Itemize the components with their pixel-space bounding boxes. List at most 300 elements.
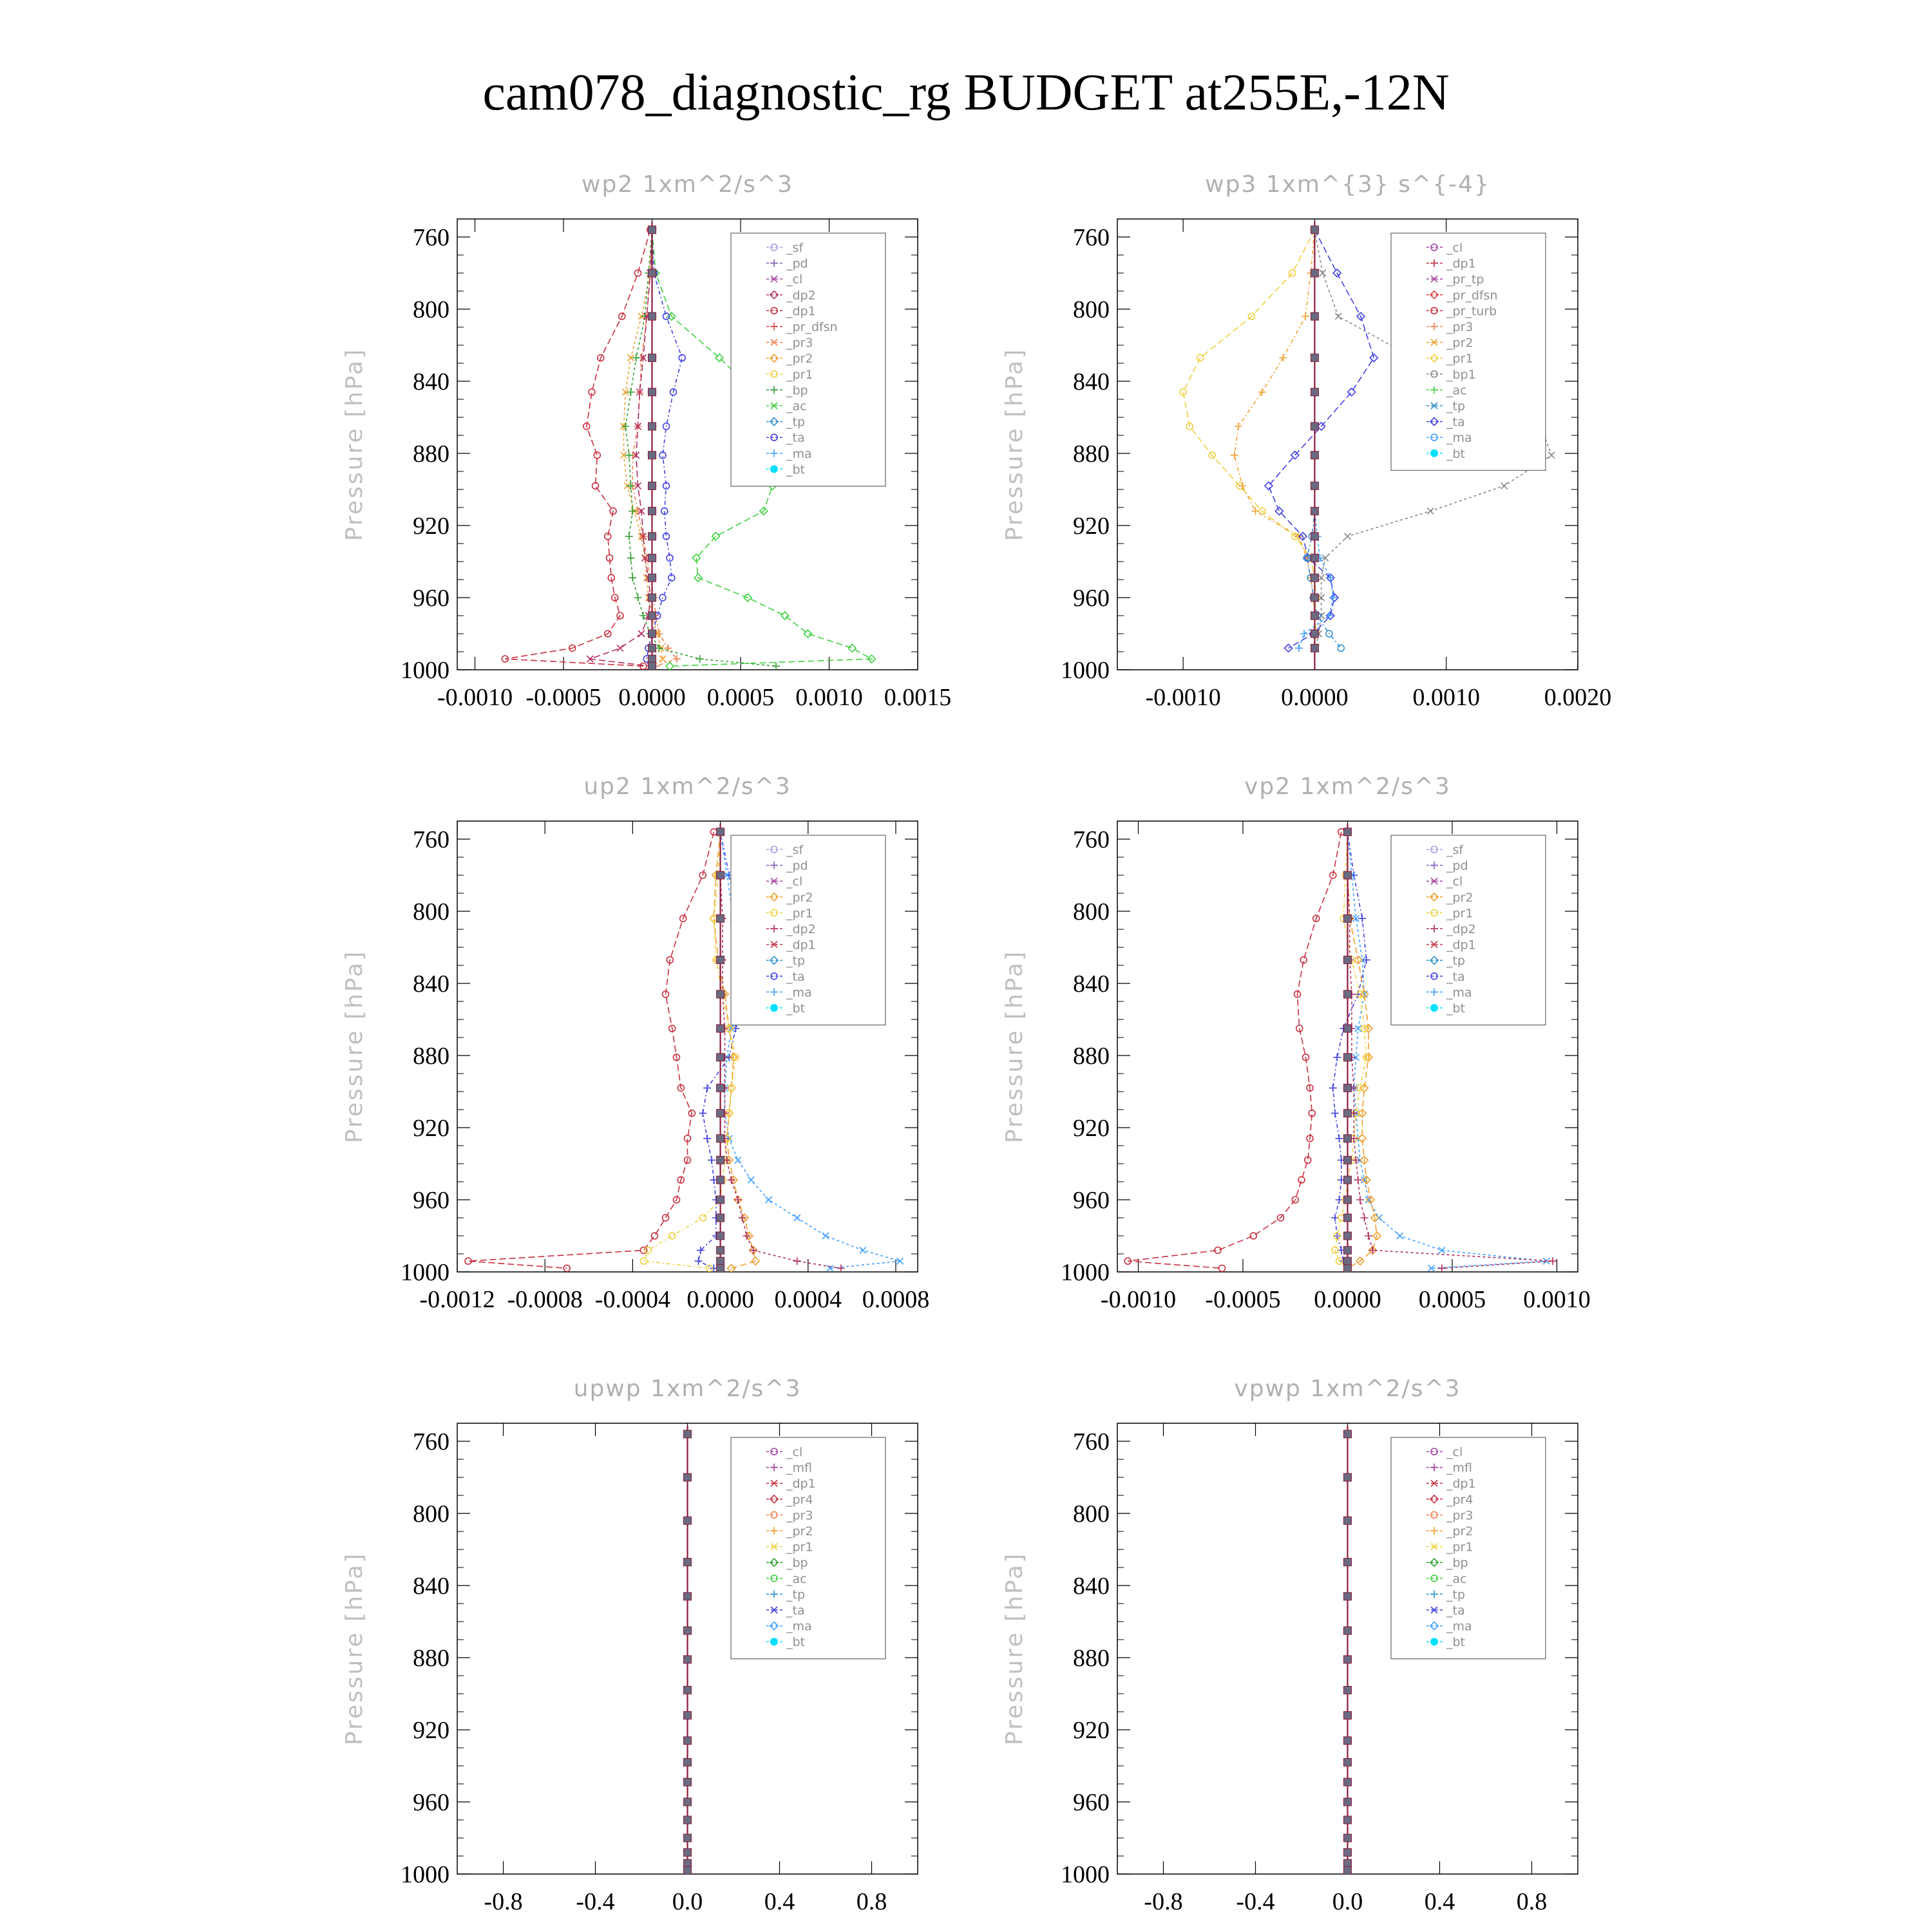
zero-marker	[1344, 956, 1352, 964]
zero-marker	[717, 990, 724, 998]
y-tick-label: 800	[413, 898, 450, 925]
x-tick-label: -0.4	[576, 1888, 615, 1915]
y-tick-label: 800	[1073, 296, 1110, 323]
legend-entry: _dp1	[1446, 938, 1476, 952]
legend-entry: _bt	[786, 1001, 806, 1016]
zero-marker	[1344, 914, 1352, 922]
series-point-_dp2	[1361, 1214, 1368, 1222]
zero-marker	[1344, 1517, 1352, 1524]
y-tick-label: 920	[413, 1717, 450, 1744]
zero-marker	[1344, 1246, 1352, 1254]
series-point-_ma	[765, 1197, 772, 1203]
y-axis-label: Pressure [hPa]	[1001, 347, 1028, 542]
zero-marker	[684, 1656, 692, 1663]
zero-marker	[1344, 1593, 1352, 1600]
zero-marker	[717, 956, 724, 964]
zero-marker	[1344, 1196, 1352, 1204]
legend-marker	[770, 465, 778, 473]
zero-marker	[684, 1593, 692, 1600]
zero-marker	[1311, 388, 1318, 396]
series-point-_ta	[1331, 1110, 1339, 1117]
legend-entry: _mfl	[1446, 1461, 1472, 1475]
zero-marker	[717, 1214, 724, 1222]
series-point-_ta	[663, 313, 670, 319]
x-tick-label: -0.0004	[594, 1286, 670, 1313]
zero-marker	[1344, 1656, 1352, 1663]
legend-entry: _cl	[1446, 1445, 1463, 1459]
x-tick-label: 0.0020	[1544, 684, 1612, 711]
legend-marker	[770, 1638, 778, 1645]
legend-entry: _mfl	[786, 1461, 812, 1475]
zero-marker	[717, 1196, 724, 1204]
zero-marker	[1311, 269, 1318, 277]
zero-marker	[649, 612, 656, 620]
zero-marker	[1311, 533, 1318, 540]
panel-title: vpwp 1xm^2/s^3	[1234, 1376, 1461, 1402]
legend-marker	[770, 1004, 778, 1012]
series-point-_ta	[1363, 956, 1370, 964]
series-point-_ma	[794, 1215, 800, 1221]
legend-entry: _pr2	[1446, 336, 1473, 350]
panel-2	[1001, 171, 1611, 711]
legend-entry: _cl	[786, 1445, 803, 1459]
legend-entry: _dp1	[786, 938, 816, 952]
y-tick-label: 1000	[401, 1259, 450, 1286]
x-tick-label: 0.0	[1332, 1888, 1363, 1915]
y-tick-label: 960	[413, 585, 450, 612]
legend-entry: _ma	[1446, 985, 1472, 1000]
series-line-_pr2	[1235, 230, 1315, 649]
y-tick-label: 960	[1073, 585, 1110, 612]
zero-marker	[684, 1798, 692, 1806]
legend-entry: _ac	[786, 1571, 807, 1586]
zero-marker	[1311, 554, 1318, 562]
y-tick-label: 960	[413, 1789, 450, 1816]
legend-entry: _pr1	[1446, 1540, 1473, 1555]
legend-entry: _dp1	[1446, 1477, 1476, 1492]
y-tick-label: 840	[1073, 971, 1110, 998]
panel-title: wp2 1xm^2/s^3	[582, 171, 793, 198]
series-point-_pr2	[1279, 354, 1287, 362]
zero-marker	[684, 1778, 692, 1786]
series-point-_ta	[708, 1156, 715, 1164]
zero-marker	[717, 1084, 724, 1092]
legend-entry: _ac	[1446, 383, 1467, 398]
main-title: cam078_diagnostic_rg BUDGET at255E,-12N	[482, 64, 1450, 121]
series-point-_ma	[822, 1233, 829, 1239]
series-point-_ta	[695, 1257, 703, 1265]
zero-marker	[717, 1110, 724, 1117]
legend-entry: _pr2	[786, 1524, 813, 1539]
legend-entry: _bp	[786, 383, 808, 398]
y-axis-label: Pressure [hPa]	[341, 949, 368, 1144]
zero-marker	[1311, 354, 1318, 362]
series-point-_dp2	[1438, 1264, 1446, 1272]
zero-marker	[649, 655, 656, 663]
y-tick-label: 880	[413, 1645, 450, 1672]
series-point-_ma	[1300, 630, 1308, 638]
y-tick-label: 800	[413, 1501, 450, 1528]
y-tick-label: 840	[1073, 1573, 1110, 1600]
x-tick-label: -0.0010	[1145, 684, 1221, 711]
series-point-_ta	[679, 355, 685, 361]
zero-marker	[1344, 1176, 1352, 1184]
x-tick-label: 0.4	[764, 1888, 795, 1915]
legend-marker	[1430, 1638, 1438, 1645]
series-point-_dp1	[1219, 1265, 1226, 1271]
y-tick-label: 1000	[401, 657, 450, 684]
panel-6	[1001, 1376, 1578, 1915]
zero-marker	[684, 1859, 692, 1867]
panel-5	[341, 1376, 918, 1915]
zero-marker	[717, 828, 724, 836]
series-point-_dp2	[837, 1264, 845, 1272]
x-tick-label: -0.8	[484, 1888, 523, 1915]
y-tick-label: 760	[1073, 224, 1110, 251]
legend-entry: _bt	[786, 1635, 806, 1650]
plot-area	[684, 1426, 692, 1874]
zero-marker	[1344, 1156, 1352, 1164]
series-point-_pr2	[728, 1264, 735, 1272]
x-tick-label: -0.4	[1236, 1888, 1275, 1915]
zero-marker	[717, 1054, 724, 1061]
legend-entry: _dp1	[786, 1477, 816, 1492]
y-tick-label: 760	[413, 1428, 450, 1455]
y-tick-label: 920	[1073, 1115, 1110, 1142]
legend-entry: _pd	[786, 256, 808, 271]
x-tick-label: 0.0005	[706, 684, 775, 711]
series-line-_dp1	[505, 230, 650, 667]
zero-marker	[1344, 1758, 1352, 1766]
legend-entry: _bp	[1446, 1556, 1468, 1571]
series-point-_bp1	[1345, 533, 1351, 540]
series-point-_ta	[703, 1135, 711, 1142]
y-tick-label: 880	[1073, 1043, 1110, 1070]
legend-entry: _pr1	[1446, 906, 1473, 921]
legend-entry: _tp	[1446, 1587, 1466, 1602]
zero-marker	[649, 422, 656, 430]
zero-marker	[717, 1257, 724, 1265]
zero-marker	[1311, 451, 1318, 459]
series-line-_pr1	[1183, 230, 1316, 649]
legend-entry: _cl	[786, 875, 803, 889]
y-tick-label: 840	[413, 368, 450, 395]
zero-marker	[684, 1517, 692, 1524]
x-tick-label: 0.0010	[795, 684, 863, 711]
legend-entry: _pr_tp	[1446, 272, 1484, 287]
zero-marker	[717, 1232, 724, 1240]
zero-marker	[1344, 1778, 1352, 1786]
legend-entry: _pd	[786, 858, 808, 873]
zero-marker	[684, 1473, 692, 1481]
x-tick-label: 0.4	[1424, 1888, 1455, 1915]
legend-entry: _pr1	[1446, 352, 1473, 366]
zero-marker	[649, 594, 656, 601]
series-point-_dp2	[793, 1257, 801, 1265]
zero-marker	[1344, 1816, 1352, 1824]
series-point-_pr2	[1231, 451, 1238, 459]
zero-marker	[649, 644, 656, 652]
zero-marker	[684, 1686, 692, 1694]
series-point-_ta	[1329, 1084, 1337, 1092]
zero-marker	[1344, 1737, 1352, 1745]
legend-marker	[1430, 1004, 1438, 1012]
y-tick-label: 960	[413, 1187, 450, 1214]
y-tick-label: 760	[413, 826, 450, 853]
zero-marker	[684, 1627, 692, 1634]
y-tick-label: 1000	[1061, 1861, 1110, 1888]
x-tick-label: -0.0010	[1100, 1286, 1177, 1313]
series-point-_ac	[848, 644, 856, 652]
zero-marker	[649, 630, 656, 638]
zero-marker	[684, 1866, 692, 1874]
series-point-_bp1	[1318, 574, 1325, 581]
legend-entry: _ma	[786, 1619, 812, 1634]
zero-marker	[1311, 574, 1318, 582]
zero-marker	[1344, 990, 1352, 998]
y-tick-label: 760	[413, 224, 450, 251]
legend-entry: _pr1	[786, 906, 813, 921]
zero-marker	[649, 533, 656, 540]
x-tick-label: -0.0010	[437, 684, 513, 711]
legend-entry: _ma	[786, 985, 812, 1000]
legend-entry: _bt	[1446, 1635, 1466, 1650]
y-tick-label: 920	[413, 1115, 450, 1142]
y-tick-label: 880	[413, 1043, 450, 1070]
x-tick-label: 0.0000	[618, 684, 686, 711]
series-point-_ta	[703, 1084, 711, 1092]
x-tick-label: 0.0	[672, 1888, 703, 1915]
x-tick-label: 0.0004	[774, 1286, 842, 1313]
series-point-_dp2	[750, 1246, 757, 1254]
series-point-_dp2	[1356, 1196, 1364, 1204]
y-tick-label: 1000	[1061, 657, 1110, 684]
x-tick-label: 0.0008	[862, 1286, 930, 1313]
series-point-_dp1	[651, 1233, 658, 1239]
y-tick-label: 920	[1073, 1717, 1110, 1744]
legend-entry: _bt	[1446, 446, 1466, 461]
legend-entry: _pr1	[786, 367, 813, 382]
y-tick-label: 800	[1073, 1501, 1110, 1528]
legend-entry: _cl	[1446, 875, 1463, 889]
legend-entry: _pr4	[786, 1492, 813, 1507]
zero-marker	[1344, 1430, 1352, 1438]
series-point-_pr2	[1235, 422, 1242, 430]
series-point-_bp1	[1427, 508, 1434, 515]
x-tick-label: 0.0010	[1523, 1286, 1591, 1313]
zero-marker	[1344, 1627, 1352, 1634]
zero-marker	[1311, 630, 1318, 638]
x-tick-label: 0.8	[856, 1888, 887, 1915]
zero-marker	[1344, 1257, 1352, 1265]
legend-marker	[1430, 450, 1438, 457]
legend-entry: _ta	[1446, 969, 1465, 984]
legend-entry: _pr3	[1446, 320, 1473, 334]
series-point-_dp2	[1365, 1232, 1372, 1240]
zero-marker	[649, 354, 656, 362]
y-tick-label: 920	[1073, 513, 1110, 540]
y-tick-label: 960	[1073, 1789, 1110, 1816]
zero-marker	[717, 1025, 724, 1032]
series-point-_bp	[696, 655, 704, 663]
y-tick-label: 760	[1073, 826, 1110, 853]
y-tick-label: 800	[1073, 898, 1110, 925]
series-line-_dp1	[1128, 832, 1341, 1269]
legend-entry: _bp	[786, 1556, 808, 1571]
zero-marker	[649, 226, 656, 234]
legend-entry: _tp	[1446, 399, 1466, 413]
zero-marker	[1344, 1025, 1352, 1032]
legend-entry: _pr4	[1446, 1492, 1473, 1507]
series-line-_ta	[1269, 230, 1374, 649]
zero-marker	[649, 482, 656, 489]
zero-marker	[1344, 1866, 1352, 1874]
series-point-_ma	[748, 1177, 754, 1183]
y-tick-label: 960	[1073, 1187, 1110, 1214]
panel-4	[1001, 773, 1591, 1313]
zero-marker	[1344, 1232, 1352, 1240]
zero-marker	[717, 1156, 724, 1164]
x-tick-label: 0.0000	[687, 1286, 754, 1313]
zero-marker	[1311, 422, 1318, 430]
zero-marker	[717, 871, 724, 879]
legend-entry: _ac	[786, 399, 807, 413]
legend-entry: _ta	[786, 1604, 805, 1618]
series-point-_pr2	[1302, 312, 1309, 320]
legend-entry: _tp	[786, 954, 806, 969]
series-point-_tp	[1338, 645, 1344, 651]
y-tick-label: 840	[413, 971, 450, 998]
series-point-_ta	[1336, 1135, 1343, 1142]
legend-entry: _sf	[786, 241, 804, 255]
zero-marker	[649, 451, 656, 459]
legend-entry: _pr_dfsn	[1446, 288, 1498, 303]
series-point-_dp2	[1354, 1176, 1362, 1184]
zero-marker	[649, 312, 656, 320]
zero-marker	[649, 554, 656, 562]
series-point-_ta	[659, 594, 666, 601]
zero-marker	[1344, 1264, 1352, 1272]
y-tick-label: 1000	[1061, 1259, 1110, 1286]
zero-marker	[684, 1430, 692, 1438]
zero-marker	[1344, 1473, 1352, 1481]
legend-entry: _pr3	[786, 1508, 813, 1523]
legend-entry: _pr3	[786, 336, 813, 350]
legend-entry: _ta	[786, 431, 805, 446]
series-point-_dp2	[1549, 1257, 1557, 1265]
panel-1	[341, 171, 951, 711]
series-point-_ta	[1333, 1054, 1341, 1061]
legend-entry: _cl	[786, 272, 803, 287]
legend-entry: _pd	[1446, 858, 1468, 873]
y-tick-label: 800	[413, 296, 450, 323]
series-line-_tp	[1307, 230, 1341, 649]
legend-entry: _bp1	[1446, 367, 1476, 382]
x-tick-label: -0.0005	[1205, 1286, 1281, 1313]
zero-marker	[684, 1737, 692, 1745]
legend-entry: _tp	[786, 415, 806, 430]
series-point-_dp1	[1250, 1233, 1256, 1239]
panel-title: up2 1xm^2/s^3	[583, 773, 791, 800]
zero-marker	[1344, 1834, 1352, 1842]
legend-entry: _sf	[786, 843, 804, 857]
legend-entry: _bt	[786, 462, 806, 477]
zero-marker	[1344, 1859, 1352, 1867]
y-axis-label: Pressure [hPa]	[1001, 1551, 1028, 1746]
y-axis-label: Pressure [hPa]	[1001, 949, 1028, 1144]
zero-marker	[717, 914, 724, 922]
zero-marker	[684, 1558, 692, 1566]
legend-entry: _pr_turb	[1446, 304, 1497, 319]
zero-marker	[717, 1135, 724, 1142]
zero-marker	[684, 1816, 692, 1824]
x-tick-label: 0.8	[1516, 1888, 1548, 1915]
series-point-_dp1	[594, 452, 600, 459]
legend-entry: _dp1	[786, 304, 816, 319]
legend-entry: _ma	[1446, 1619, 1472, 1634]
zero-marker	[1311, 612, 1318, 620]
series-point-_ta	[1358, 914, 1366, 922]
x-tick-label: -0.8	[1144, 1888, 1183, 1915]
legend-entry: _pr2	[786, 890, 813, 905]
zero-marker	[1311, 482, 1318, 489]
zero-marker	[717, 1246, 724, 1254]
x-tick-label: -0.0012	[419, 1286, 495, 1313]
zero-marker	[1344, 1214, 1352, 1222]
series-point-_bp	[634, 594, 642, 601]
zero-marker	[1344, 1054, 1352, 1061]
y-axis-label: Pressure [hPa]	[341, 1551, 368, 1746]
zero-marker	[1344, 1084, 1352, 1092]
series-point-_bp	[629, 574, 636, 582]
y-tick-label: 920	[413, 513, 450, 540]
zero-marker	[1311, 644, 1318, 652]
legend-entry: _ac	[1446, 1571, 1467, 1586]
series-point-_pr2	[1258, 388, 1266, 396]
legend-entry: _pr2	[1446, 1524, 1473, 1539]
legend-entry: _bt	[1446, 1001, 1466, 1016]
zero-marker	[684, 1834, 692, 1842]
legend-entry: _ma	[1446, 431, 1472, 446]
x-tick-label: 0.0015	[884, 684, 952, 711]
zero-marker	[1344, 871, 1352, 879]
zero-marker	[717, 1264, 724, 1272]
zero-marker	[684, 1848, 692, 1856]
zero-marker	[1311, 226, 1318, 234]
series-point-_bp	[772, 662, 780, 670]
series-point-_bp1	[1501, 482, 1508, 489]
x-tick-label: 0.0005	[1418, 1286, 1486, 1313]
legend-entry: _ma	[786, 446, 812, 461]
panel-3	[341, 773, 929, 1313]
x-tick-label: 0.0010	[1412, 684, 1480, 711]
series-point-_dp2	[617, 645, 623, 651]
x-tick-label: -0.0008	[507, 1286, 583, 1313]
series-point-_ma	[735, 1157, 741, 1163]
zero-marker	[649, 662, 656, 670]
plot-area	[1344, 1426, 1352, 1874]
series-point-_pr1	[669, 1233, 676, 1239]
zero-marker	[1344, 1848, 1352, 1856]
series-point-_bp	[621, 422, 629, 430]
series-point-_bp1	[1548, 452, 1555, 459]
y-tick-label: 880	[1073, 440, 1110, 468]
zero-marker	[1344, 1686, 1352, 1694]
zero-marker	[1344, 1798, 1352, 1806]
zero-marker	[1311, 312, 1318, 320]
legend-entry: _ta	[1446, 1604, 1465, 1618]
series-point-_bp	[625, 533, 633, 540]
